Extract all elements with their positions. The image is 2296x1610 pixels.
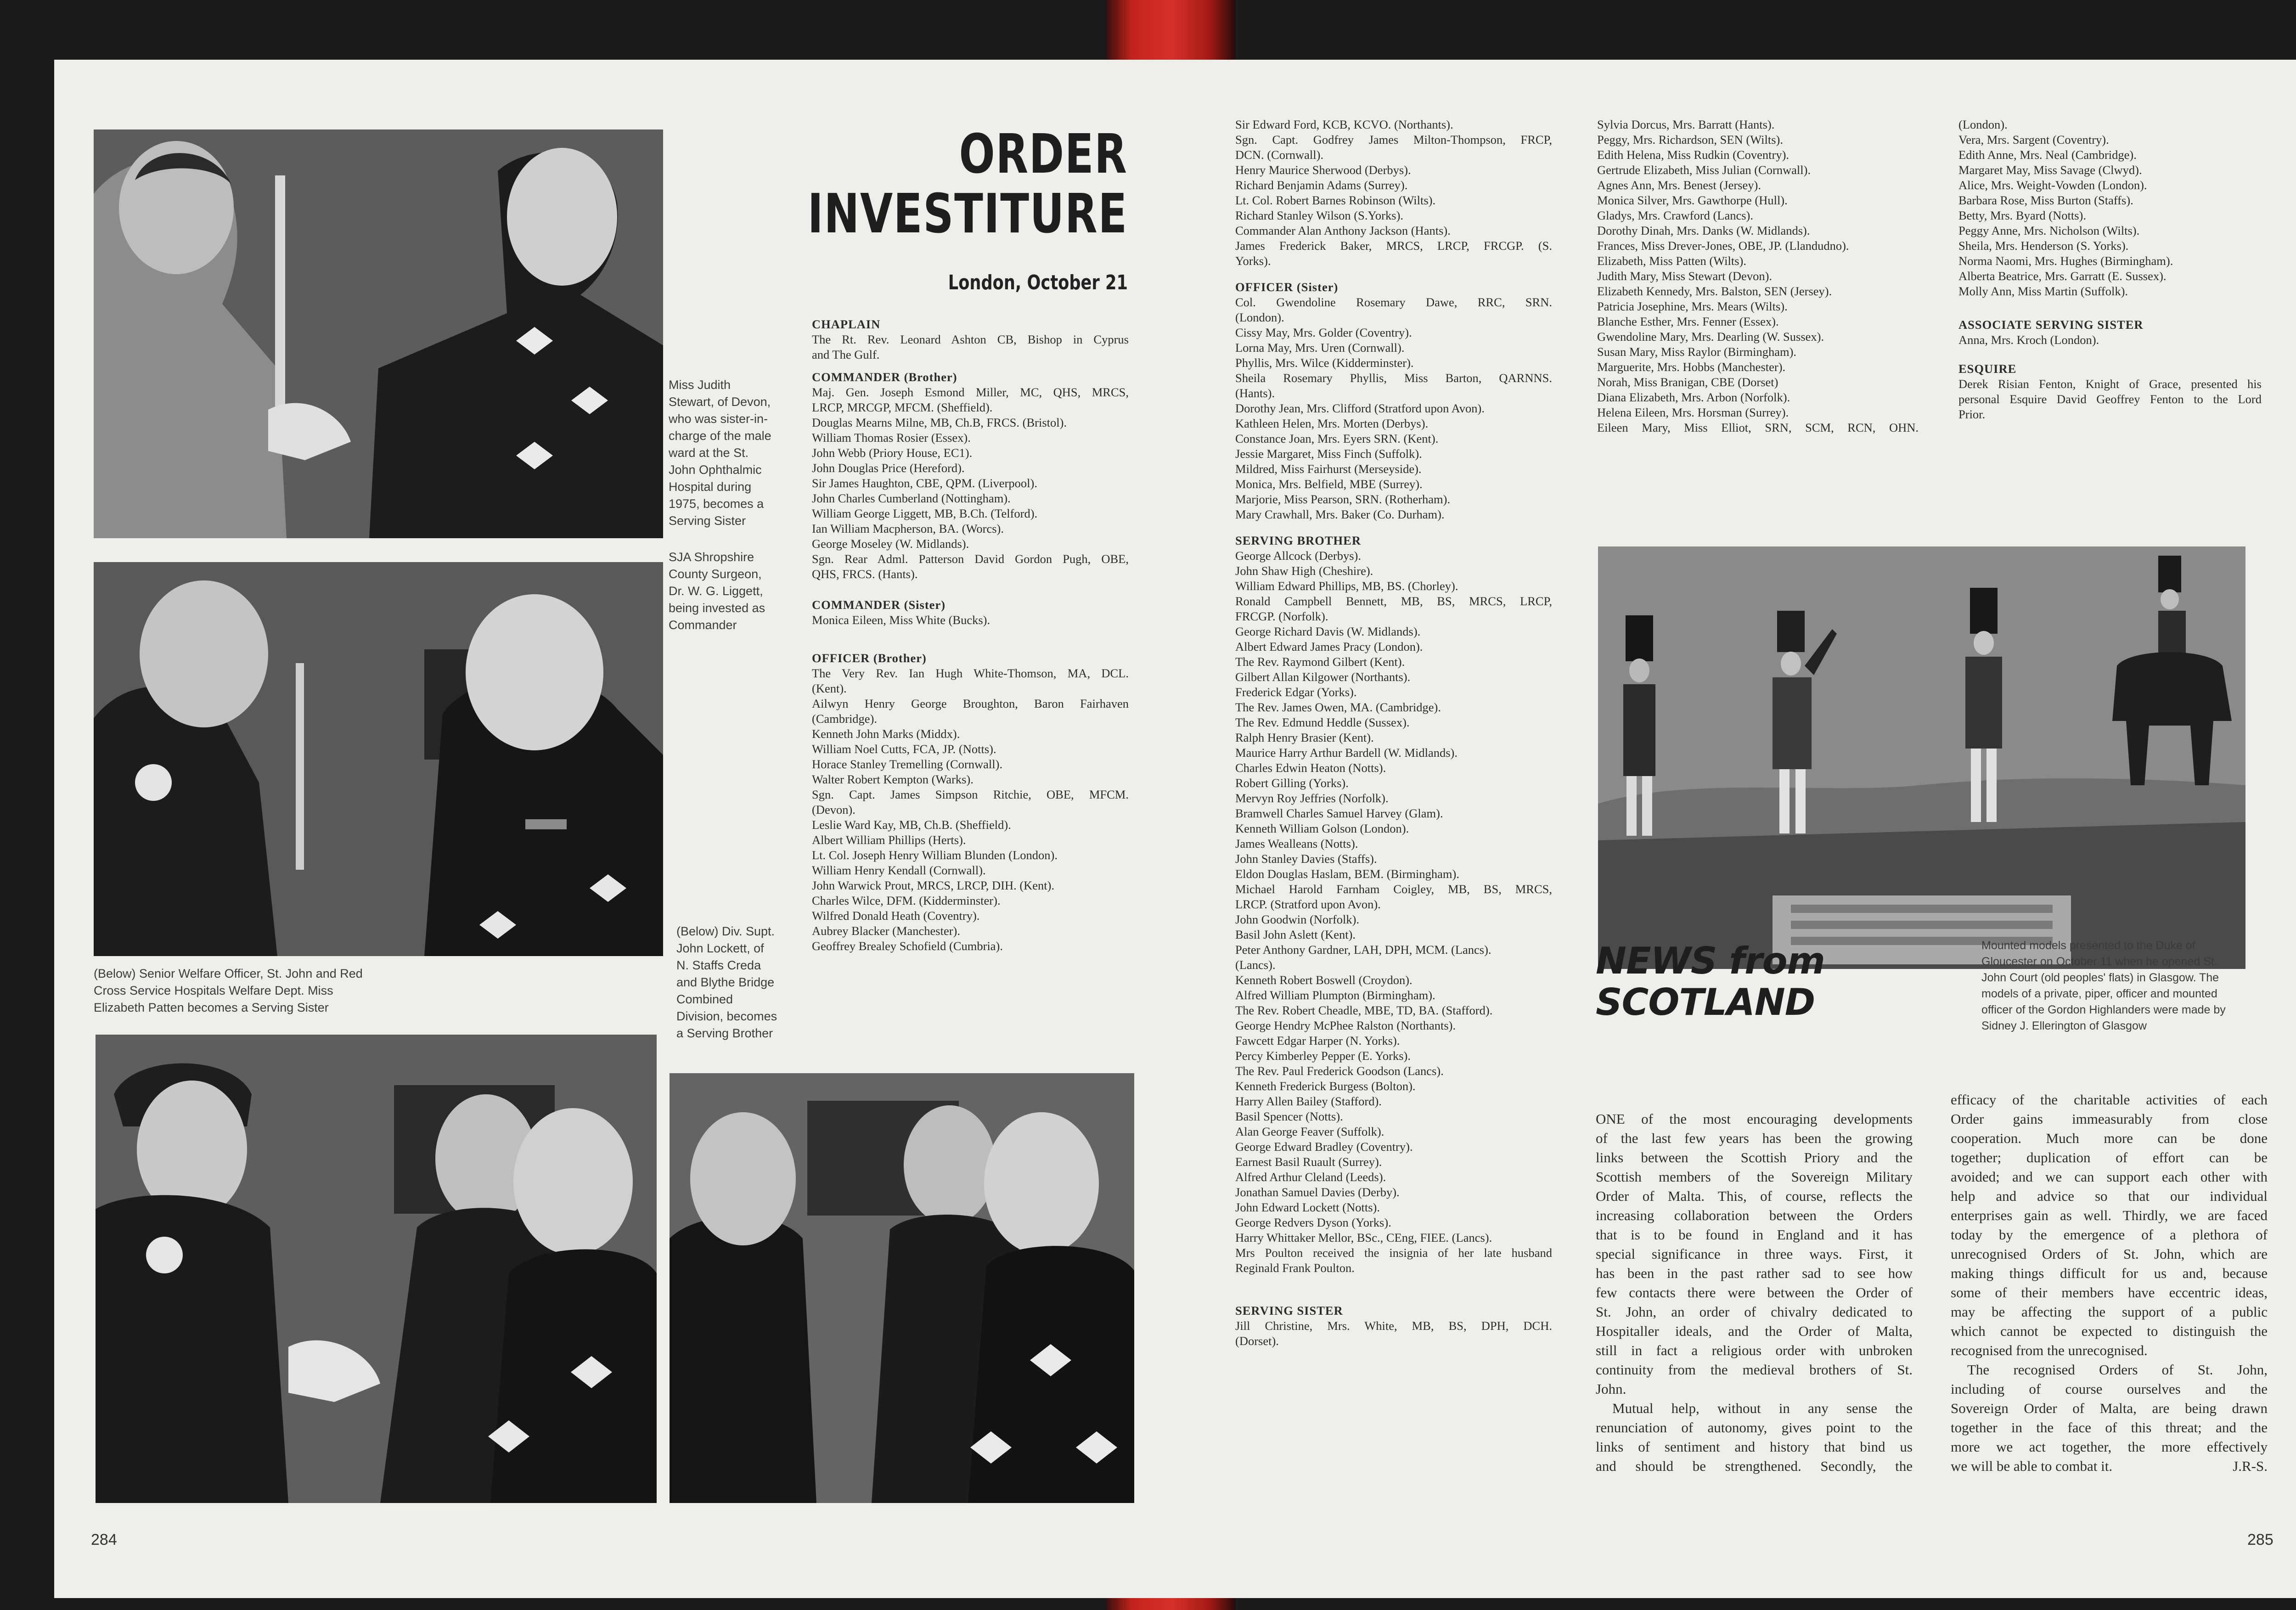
photo-judith-stewart — [94, 129, 663, 538]
headline-date: London, October 21 — [948, 271, 1128, 294]
caption-patten: (Below) Senior Welfare Officer, St. John and Red Cross Service Hospitals Welfare Dept. Miss Elizabeth Patten becomes a Serving Sister — [94, 967, 363, 1014]
left-page — [54, 60, 1215, 1598]
article-col2: efficacy of the charitable activities of each Order gains immeasurably from close cooperation. Much more can be done together; duplication of effort can be avoided; and we can support each other with help and advice so that our individual enterprises gain as well. Thirdly, we are faced today by the emergence of a plethora of unrecognised Orders of St. John, which are making things difficult for us and, because some of their members have eccentric ideas, may be affecting the support of a public which cannot be expected to distinguish the recognised from the unrecognised. The recognised Orders of St. John, including of course ourselves and the Sovereign Order of Malta, are being drawn together in the face of this threat; and the more we act together, the more effectively we will be able to combat it. J.R-S. — [1951, 1090, 2268, 1476]
caption-liggett: SJA Shropshire County Surgeon, Dr. W. G. Liggett, being invested as Commander — [669, 550, 765, 632]
photo-lockett — [670, 1073, 1134, 1503]
photo-liggett — [94, 562, 663, 956]
honours-list-col3: (London). Vera, Mrs. Sargent (Coventry). Edith Anne, Mrs. Neal (Cambridge). Margaret May, Miss Savage (Clwyd). Alice, Mrs. Weight-Vowden (London). Barbara Rose, Miss Burton (Staffs). Betty, Mrs. Byard (Notts). Peggy Anne, Mrs. Nicholson (Wilts). Sheila, Mrs. Henderson (S. Yorks). Norma Naomi, Mrs. Hughes (Birmingham). Alberta Beatrice, Mrs. Garratt (E. Sussex). Molly Ann, Miss Martin (Suffolk). ASSOCIATE SERVING SISTER Anna, Mrs. Kroch (London). ESQUIRE Derek Risian Fenton, Knight of Grace, presented his personal Esquire David Geoffrey Fenton to the Lord Prior. — [1958, 118, 2262, 421]
article-col1: ONE of the most encouraging developments of the last few years has been the growing links between the Scottish Priory and the Scottish members of the Sovereign Military Order of Malta. This, of course, reflects the increasing collaboration between the Orders that is to be found in England and it has special significance in three ways. First, it has been in the past rather sad to see how few contacts there were between the Order of St. John, an order of chivalry dedicated to Hospitaller ideals, and the Order of Malta, still in fact a religious order with unbroken continuity from the medieval brothers of St. John. Mutual help, without in any sense the renunciation of autonomy, gives point to the links of sentiment and history that bind us and should be strengthened. Secondly, the — [1596, 1111, 1913, 1474]
headline-order: ORDER — [959, 122, 1128, 186]
author-signature: J.R-S. — [2233, 1458, 2268, 1474]
caption-lockett: (Below) Div. Supt. John Lockett, of N. Staffs Creda and Blythe Bridge Combined Division, becomes a Serving Brother — [676, 924, 777, 1040]
article-last-line: we will be able to combat it. — [1951, 1458, 2113, 1474]
page-number-left: 284 — [91, 1531, 117, 1548]
honours-list-left: CHAPLAIN The Rt. Rev. Leonard Ashton CB, Bishop in Cyprus and The Gulf. COMMANDER (Brother) Maj. Gen. Joseph Esmond Miller, MC, QHS, MRCS, LRCP, MRCGP, MFCM. (Sheffield). Douglas Mearns Milne, MB, Ch.B, FRCS. (Bristol). William Thomas Rosier (Essex). John Webb (Priory House, EC1). John Douglas Price (Hereford). Sir James Haughton, CBE, QPM. (Liverpool). John Charles Cumberland (Nottingham). William George Liggett, MB, B.Ch. (Telford). Ian William Macpherson, BA. (Worcs). George Moseley (W. Midlands). Sgn. Rear Adml. Patterson David Gordon Pugh, OBE, QHS, FRCS. (Hants). COMMANDER (Sister) Monica Eileen, Miss White (Bucks). OFFICER (Brother) The Very Rev. Ian Hugh White-Thomson, MA, DCL. (Kent). Ailwyn Henry George Broughton, Baron Fairhaven (Cambridge). Kenneth John Marks (Middx). William Noel Cutts, FCA, JP. (Notts). Horace Stanley Tremelling (Cornwall). Walter Robert Kempton (Warks). Sgn. Capt. James Simpson Ritchie, OBE, MFCM. (Devon). Leslie Ward Kay, MB, Ch.B. (Sheffield). Albert William Phillips (Herts). Lt. Col. Joseph Henry William Blunden (London). William Henry Kendall (Cornwall). John Warwick Prout, MRCS, LRCP, DIH. (Kent). Charles Wilce, DFM. (Kidderminster). Wilfred Donald Heath (Coventry). Aubrey Blacker (Manchester). Geoffrey Brealey Schofield (Cumbria). — [812, 317, 1129, 953]
headline-news-from-scotland: NEWS from SCOTLAND — [1596, 940, 1825, 1024]
page-number-right: 285 — [2247, 1531, 2273, 1548]
caption-judith-stewart: Miss Judith Stewart, of Devon, who was sister-in- charge of the male ward at the St. John Ophthalmic Hospital during 1975, becomes a Serving Sister — [669, 378, 771, 528]
honours-list-col1: Sir Edward Ford, KCB, KCVO. (Northants). Sgn. Capt. Godfrey James Milton-Thompson, FRCP, DCN. (Cornwall). Henry Maurice Sherwood (Derbys). Richard Benjamin Adams (Surrey). Lt. Col. Robert Barnes Robinson (Wilts). Richard Stanley Wilson (S.Yorks). Commander Alan Anthony Jackson (Hants). James Frederick Baker, MRCS, LRCP, FRCGP. (S. Yorks). OFFICER (Sister) Col. Gwendoline Rosemary Dawe, RRC, SRN. (London). Cissy May, Mrs. Golder (Coventry). Lorna May, Mrs. Uren (Cornwall). Phyllis, Mrs. Wilce (Kidderminster). Sheila Rosemary Phyllis, Miss Barton, QARNNS. (Hants). Dorothy Jean, Mrs. Clifford (Stratford upon Avon). Kathleen Helen, Mrs. Morten (Derbys). Constance Joan, Mrs. Eyers SRN. (Kent). Jessie Margaret, Miss Finch (Suffolk). Mildred, Miss Fairhurst (Merseyside). Monica, Mrs. Belfield, MBE (Surrey). Marjorie, Miss Pearson, SRN. (Rotherham). Mary Crawhall, Mrs. Baker (Co. Durham). SERVING BROTHER George Allcock (Derbys). John Shaw High (Cheshire). William Edward Phillips, MB, BS. (Chorley). Ronald Campbell Bennett, MB, BS, MRCS, LRCP, FRCGP. (Norfolk). George Richard Davis (W. Midlands). Albert Edward James Pracy (London). The Rev. Raymond Gilbert (Kent). Gilbert Allan Kilgower (Northants). Frederick Edgar (Yorks). The Rev. James Owen, MA. (Cambridge). The Rev. Edmund Heddle (Sussex). Ralph Henry Brasier (Kent). Maurice Harry Arthur Bardell (W. Midlands). Charles Edwin Heaton (Notts). Robert Gilling (Yorks). Mervyn Roy Jeffries (Norfolk). Bramwell Charles Samuel Harvey (Glam). Kenneth William Golson (London). James Wealleans (Notts). John Stanley Davies (Staffs). Eldon Douglas Haslam, BEM. (Birmingham). Michael Harold Farnham Coigley, MB, BS, MRCS, LRCP. (Stratford upon Avon). John Goodwin (Norfolk). Basil John Aslett (Kent). Peter Anthony Gardner, LAH, DPH, MCM. (Lancs). (Lancs). Kenneth Robert Boswell (Croydon). Alfred William Plumpton (Birmingham). The Rev. Robert Cheadle, MBE, TD, BA. (Stafford). George Hendry McPhee Ralston (Northants). Fawcett Edgar Harper (N. Yorks). Percy Kimberley Pepper (E. Yorks). The Rev. Paul Frederick Goodson (Lancs). Kenneth Frederick Burgess (Bolton). Harry Allen Bailey (Stafford). Basil Spencer (Notts). Alan George Feaver (Suffolk). George Edward Bradley (Coventry). Earnest Basil Ruault (Surrey). Alfred Arthur Cleland (Leeds). Jonathan Samuel Davies (Derby). John Edward Lockett (Notts). George Redvers Dyson (Yorks). Harry Whittaker Mellor, BSc., CEng, FIEE. (Lancs). Mrs Poulton received the insignia of her late husband Reginald Frank Poulton. SERVING SISTER Jill Christine, Mrs. White, MB, BS, DPH, DCH. (Dorset). — [1235, 118, 1552, 1348]
right-page — [1194, 60, 2296, 1598]
honours-list-col2: Sylvia Dorcus, Mrs. Barratt (Hants). Peggy, Mrs. Richardson, SEN (Wilts). Edith Helena, Miss Rudkin (Coventry). Gertrude Elizabeth, Miss Julian (Cornwall). Agnes Ann, Mrs. Benest (Jersey). Monica Silver, Mrs. Gawthorpe (Hull). Gladys, Mrs. Crawford (Lancs). Dorothy Dinah, Mrs. Danks (W. Midlands). Frances, Miss Drever-Jones, OBE, JP. (Llandudno). Elizabeth, Miss Patten (Wilts). Judith Mary, Miss Stewart (Devon). Elizabeth Kennedy, Mrs. Balston, SEN (Jersey). Patricia Josephine, Mrs. Mears (Wilts). Blanche Esther, Mrs. Fenner (Essex). Gwendoline Mary, Mrs. Dearling (W. Sussex). Susan Mary, Miss Raylor (Birmingham). Marguerite, Mrs. Hobbs (Manchester). Norah, Miss Branigan, CBE (Dorset) Diana Elizabeth, Mrs. Arbon (Norfolk). Helena Eileen, Mrs. Horsman (Surrey). Eileen Mary, Miss Elliot, SRN, SCM, RCN, OHN. — [1597, 118, 1919, 434]
caption-models: Mounted models presented to the Duke of Gloucester on October 11 when he opened St. John Court (old peoples' flats) in Glasgow. The models of a private, piper, officer and mounted officer of the Gordon Highlanders were made by Sidney J. Ellerington of Glasgow — [1981, 939, 2226, 1032]
photo-highlander-models — [1598, 546, 2245, 969]
photo-patten — [96, 1035, 657, 1503]
headline-investiture: INVESTITURE — [807, 182, 1128, 245]
